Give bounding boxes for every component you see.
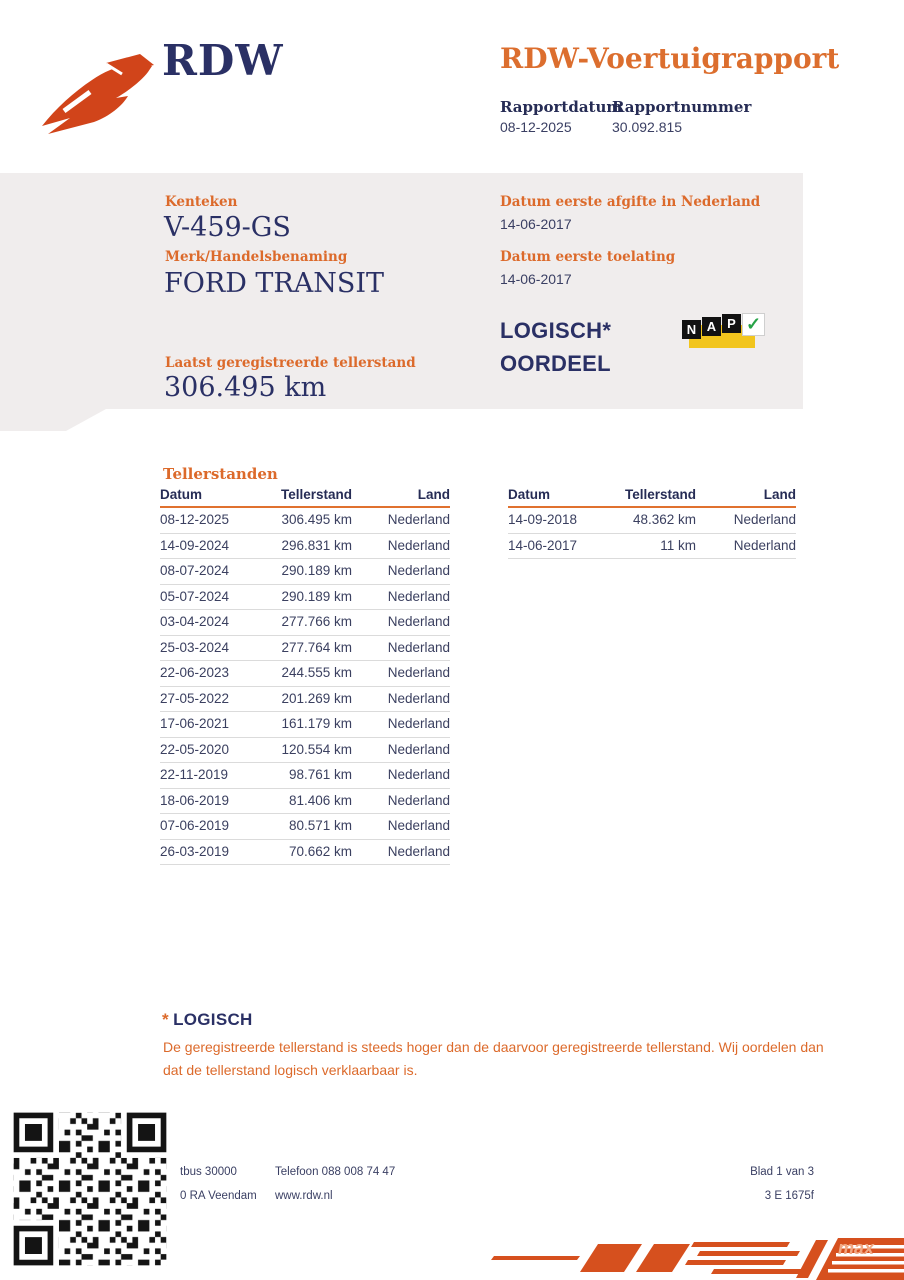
cell-tellerstand: 98.761 km: [288, 767, 352, 782]
vehicle-summary-panel: [0, 173, 803, 431]
cell-land: Nederland: [387, 537, 450, 553]
cell-tellerstand: 290.189 km: [281, 563, 352, 578]
cell-land: Nederland: [387, 512, 450, 527]
cell-datum: 08-12-2025: [160, 512, 230, 527]
nap-letter-p: P: [722, 314, 741, 333]
cell-tellerstand: 306.495 km: [281, 512, 352, 527]
merk-value: FORD TRANSIT: [164, 268, 385, 299]
cell-tellerstand: 161.179 km: [281, 716, 352, 731]
cell-land: Nederland: [387, 639, 450, 655]
oordeel-text: [500, 314, 611, 380]
cell-datum: 14-09-2018: [508, 512, 578, 527]
table-row: [160, 789, 450, 815]
col-land: Land: [763, 487, 796, 502]
tellerstanden-table-left: [160, 487, 450, 865]
cell-tellerstand: 290.189 km: [281, 588, 352, 604]
cell-tellerstand: 80.571 km: [288, 818, 352, 833]
cell-tellerstand: 11 km: [660, 537, 696, 553]
cell-tellerstand: 70.662 km: [288, 843, 352, 859]
report-number-label: Rapportnummer: [612, 98, 752, 116]
cell-tellerstand: 48.362 km: [632, 512, 696, 527]
footer-address-line2: 0 RA Veendam: [180, 1190, 257, 1202]
tellerstanden-table-right: [508, 487, 796, 559]
cell-land: Nederland: [387, 563, 450, 578]
kenteken-label: Kenteken: [165, 194, 238, 210]
watermark-text: max: [838, 1238, 875, 1258]
report-date-value: 08-12-2025: [500, 119, 572, 135]
cell-land: Nederland: [387, 818, 450, 833]
cell-tellerstand: 277.764 km: [281, 639, 352, 655]
note-asterisk: *: [162, 1010, 169, 1029]
cell-datum: 22-11-2019: [160, 767, 229, 782]
cell-land: Nederland: [387, 614, 450, 629]
table-row: [160, 534, 450, 560]
cell-land: Nederland: [733, 537, 796, 553]
note-heading: * LOGISCH: [162, 1010, 253, 1029]
cell-datum: 17-06-2021: [160, 716, 230, 731]
table-row: [160, 814, 450, 840]
report-date-label: Rapportdatum: [500, 98, 623, 116]
kenteken-value: V-459-GS: [164, 212, 291, 243]
rdw-logo-text: RDW: [162, 36, 284, 85]
report-number-value: 30.092.815: [612, 119, 683, 135]
col-land: Land: [417, 487, 450, 502]
table-row: [160, 636, 450, 662]
cell-land: Nederland: [387, 588, 450, 604]
footer-address-line1: tbus 30000: [180, 1166, 237, 1178]
cell-land: Nederland: [387, 843, 450, 859]
cell-datum: 26-03-2019: [160, 843, 230, 859]
table-row: [160, 585, 450, 611]
cell-land: Nederland: [387, 665, 450, 680]
col-datum: Datum: [508, 487, 551, 502]
tellerstand-label: Laatst geregistreerde tellerstand: [165, 355, 416, 371]
col-tellerstand: Tellerstand: [624, 487, 696, 502]
cell-land: Nederland: [387, 741, 450, 757]
footer-page-number: Blad 1 van 3: [750, 1166, 814, 1178]
tellerstanden-title: Tellerstanden: [163, 465, 278, 483]
toelating-value: 14-06-2017: [500, 271, 572, 287]
cell-datum: 22-05-2020: [160, 741, 230, 757]
cell-datum: 18-06-2019: [160, 792, 230, 808]
col-datum: Datum: [160, 487, 203, 502]
cell-land: Nederland: [387, 767, 450, 782]
nap-check-icon: ✓: [742, 313, 765, 336]
table-row: [160, 840, 450, 866]
cell-land: Nederland: [387, 716, 450, 731]
tellerstand-value: 306.495 km: [164, 372, 327, 403]
footer-website: www.rdw.nl: [275, 1190, 333, 1202]
table-row: [160, 712, 450, 738]
note-body: De geregistreerde tellerstand is steeds hoger dan de daarvoor geregistreerde tellerstand. Wij oordelen dan dat de tellerstand logisch verklaarbaar is.: [163, 1039, 824, 1078]
cell-tellerstand: 81.406 km: [288, 792, 352, 808]
table-row: [160, 559, 450, 585]
table-header: [508, 487, 796, 508]
oordeel-line1: LOGISCH*: [500, 318, 612, 343]
cell-datum: 22-06-2023: [160, 665, 230, 680]
table-row: [160, 687, 450, 713]
table-row: [160, 763, 450, 789]
table-row: [160, 661, 450, 687]
table-row: [508, 534, 796, 560]
toelating-label: Datum eerste toelating: [500, 249, 676, 265]
cell-datum: 14-09-2024: [160, 537, 230, 553]
cell-datum: 05-07-2024: [160, 588, 230, 604]
nap-letter-a: A: [702, 317, 721, 336]
cell-land: Nederland: [387, 690, 450, 706]
cell-land: Nederland: [733, 512, 796, 527]
table-row: [508, 508, 796, 534]
cell-land: Nederland: [387, 792, 450, 808]
nap-logo: [680, 310, 764, 356]
qr-code: [8, 1106, 172, 1272]
oordeel-line2: OORDEEL: [500, 351, 611, 376]
table-row: [160, 610, 450, 636]
footer-form-code: 3 E 1675f: [764, 1190, 814, 1202]
table-row: [160, 738, 450, 764]
col-tellerstand: Tellerstand: [280, 487, 352, 502]
cell-datum: 14-06-2017: [508, 537, 578, 553]
cell-datum: 27-05-2022: [160, 690, 230, 706]
cell-datum: 03-04-2024: [160, 614, 230, 629]
cell-tellerstand: 120.554 km: [281, 741, 352, 757]
afgifte-value: 14-06-2017: [500, 216, 572, 232]
cell-tellerstand: 296.831 km: [281, 537, 352, 553]
afgifte-label: Datum eerste afgifte in Nederland: [500, 194, 761, 210]
cell-datum: 08-07-2024: [160, 563, 230, 578]
footer-phone: Telefoon 088 008 74 47: [275, 1166, 396, 1178]
page-title: RDW-Voertuigrapport: [500, 42, 840, 75]
cell-tellerstand: 244.555 km: [281, 665, 352, 680]
footer-speed-stripes-graphic: [486, 1238, 904, 1280]
cell-tellerstand: 277.766 km: [281, 614, 352, 629]
cell-tellerstand: 201.269 km: [281, 690, 352, 706]
cell-datum: 07-06-2019: [160, 818, 230, 833]
nap-letter-n: N: [682, 320, 701, 339]
cell-datum: 25-03-2024: [160, 639, 230, 655]
table-header: [160, 487, 450, 508]
merk-label: Merk/Handelsbenaming: [165, 249, 348, 265]
rdw-feather-logo-icon: [36, 52, 158, 138]
table-row: [160, 508, 450, 534]
